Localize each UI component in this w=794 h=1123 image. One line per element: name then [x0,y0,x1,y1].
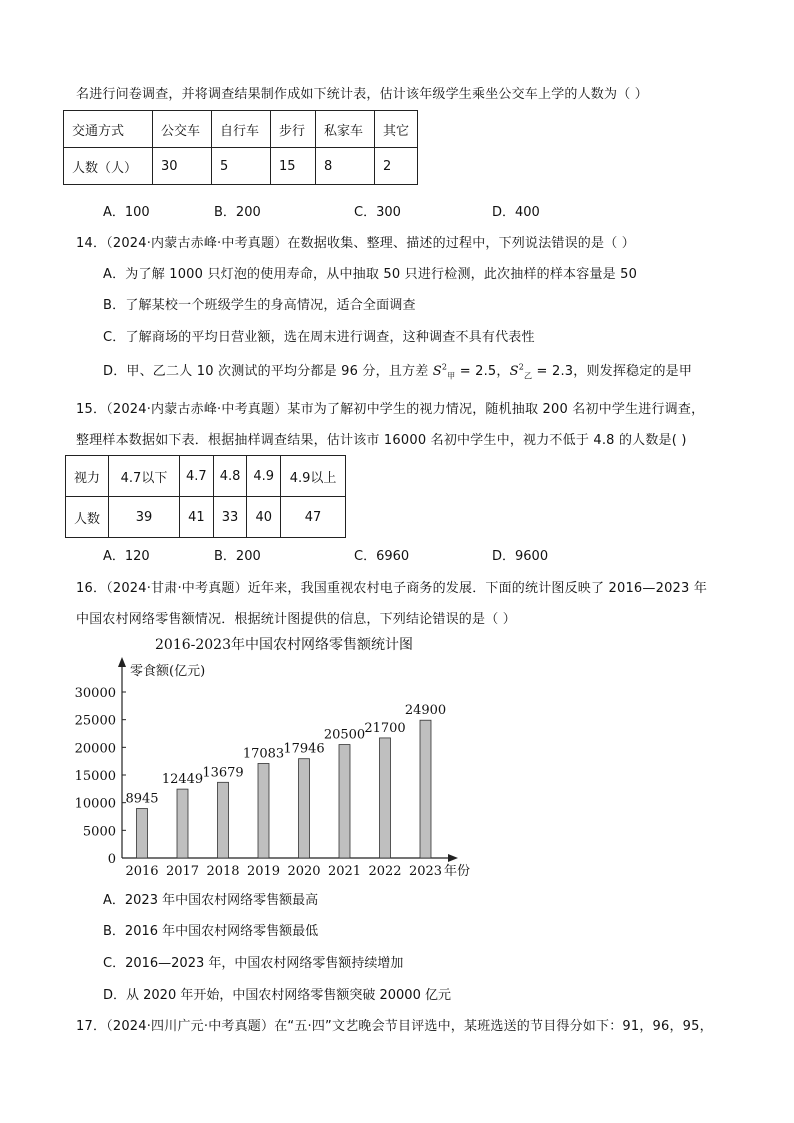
bar-value-label: 12449 [161,772,204,788]
y-tick-label: 15000 [74,769,116,784]
variance-jia-value: = 2.5， [455,364,510,379]
bar-value-label: 8945 [125,791,159,807]
q15-option-d: D．9600 [492,549,549,564]
y-tick-label: 25000 [74,713,116,729]
table-cell: 15 [271,148,316,185]
table-cell: 30 [153,148,212,185]
variance-symbol: S [509,364,519,379]
chart-title: 2016-2023年中国农村网络零售额统计图 [155,637,413,653]
q14-option-b: B．了解某校一个班级学生的身高情况，适合全面调查 [103,298,416,313]
x-axis-arrow-icon [448,854,458,862]
table-cell: 人数 [66,497,109,538]
table-cell: 人数（人） [64,148,153,185]
q15-stem-line1: 15．（2024·内蒙古赤峰·中考真题）某市为了解初中学生的视力情况，随机抽取 200 名初中学生进行调查， [76,402,705,417]
bar [299,759,310,858]
variance-exponent: 2 [441,362,448,372]
table-cell: 47 [281,497,346,538]
q14-option-d-text: D．甲、乙二人 10 次测试的平均分都是 96 分，且方差 [103,364,433,379]
q13-intro: 名进行问卷调查，并将调查结果制作成如下统计表，估计该年级学生乘坐公交车上学的人数为（ ） [76,87,648,102]
table-row [64,111,418,148]
table-cell: 其它 [375,111,418,148]
bar [177,789,188,858]
x-tick-label: 2019 [246,864,281,879]
q16-option-c: C．2016—2023 年，中国农村网络零售额持续增加 [103,956,404,971]
y-tick-label: 30000 [74,686,116,701]
table-cell: 视力 [66,456,109,497]
q15-option-c: C．6960 [354,549,410,564]
table-cell: 私家车 [316,111,375,148]
bar [218,782,229,858]
bar-value-label: 24900 [404,703,447,719]
bar-value-label: 17946 [283,741,325,757]
x-tick-label: 2021 [327,864,362,879]
table-cell: 41 [180,497,214,538]
x-tick-label: 2023 [408,864,443,879]
table-cell: 公交车 [153,111,212,148]
bar-value-label: 17083 [242,746,285,762]
bar [380,738,391,858]
y-axis-arrow-icon [118,657,126,667]
q13-option-a: A．100 [103,205,150,220]
table-cell: 2 [375,148,418,185]
q16-stem-line1: 16．（2024·甘肃·中考真题）近年来，我国重视农村电子商务的发展．下面的统计图反映了 2016—2023 年 [76,581,708,596]
x-tick-label: 2017 [165,864,200,879]
q15-option-b: B．200 [214,549,261,564]
table-cell: 33 [213,497,247,538]
y-tick-label: 20000 [74,741,116,757]
q15-table [65,455,346,538]
variance-subscript: 乙 [524,371,533,381]
bar [258,763,269,858]
bar [420,720,431,858]
bar [137,809,148,858]
table-cell: 4.9 [247,456,281,497]
q13-option-d: D．400 [492,205,540,220]
variance-yi-value: = 2.3，则发挥稳定的是甲 [532,364,693,379]
table-cell: 8 [316,148,375,185]
table-cell: 40 [247,497,281,538]
table-cell: 交通方式 [64,111,153,148]
table-row [64,148,418,185]
bar-chart [60,630,500,880]
chart-xlabel: 年份 [444,864,471,879]
q16-option-b: B．2016 年中国农村网络零售额最低 [103,924,319,939]
bar-value-label: 13679 [202,765,244,781]
variance-jia [433,364,456,379]
q15-option-a: A．120 [103,549,150,564]
table-cell: 5 [212,148,271,185]
variance-subscript: 甲 [447,371,456,381]
variance-yi [510,364,533,379]
table-cell: 39 [109,497,180,538]
x-tick-label: 2020 [287,864,321,879]
q16-stem-line2: 中国农村网络零售额情况．根据统计图提供的信息，下列结论错误的是（ ） [76,612,516,627]
bar [339,745,350,858]
variance-symbol: S [432,364,442,379]
q16-option-a: A．2023 年中国农村网络零售额最高 [103,893,319,908]
table-cell: 4.9以上 [281,456,346,497]
chart-ylabel: 零食额(亿元) [130,664,206,679]
table-cell: 4.7 [180,456,214,497]
q14-option-d [103,360,692,382]
q17-stem: 17．（2024·四川广元·中考真题）在“五·四”文艺晚会节目评选中，某班选送的节目得分如下：91，96，95， [76,1019,713,1034]
table-row [66,456,346,497]
q13-option-c: C．300 [354,205,401,220]
q13-table [63,110,418,185]
q16-option-d: D．从 2020 年开始，中国农村网络零售额突破 20000 亿元 [103,988,451,1003]
y-tick-label: 5000 [82,824,116,840]
table-cell: 自行车 [212,111,271,148]
q14-stem: 14．（2024·内蒙古赤峰·中考真题）在数据收集、整理、描述的过程中，下列说法错误的是（ ） [76,236,635,251]
table-cell: 4.7以下 [109,456,180,497]
table-row [66,497,346,538]
q13-option-b: B．200 [214,205,261,220]
y-tick-label: 10000 [74,796,116,812]
q14-option-a: A．为了解 1000 只灯泡的使用寿命，从中抽取 50 只进行检测，此次抽样的样本容量是 50 [103,267,638,282]
table-cell: 4.8 [213,456,247,497]
bar-value-label: 20500 [323,727,366,743]
y-tick-label: 0 [107,852,116,867]
variance-exponent: 2 [518,362,525,372]
table-cell: 步行 [271,111,316,148]
q14-option-c: C．了解商场的平均日营业额，选在周末进行调查，这种调查不具有代表性 [103,330,535,345]
x-tick-label: 2018 [206,864,240,879]
x-tick-label: 2022 [368,864,402,879]
q15-stem-line2: 整理样本数据如下表．根据抽样调查结果，估计该市 16000 名初中学生中，视力不低于 4.8 的人数是( ) [76,433,687,448]
x-tick-label: 2016 [125,864,159,879]
bar-value-label: 21700 [364,720,406,736]
